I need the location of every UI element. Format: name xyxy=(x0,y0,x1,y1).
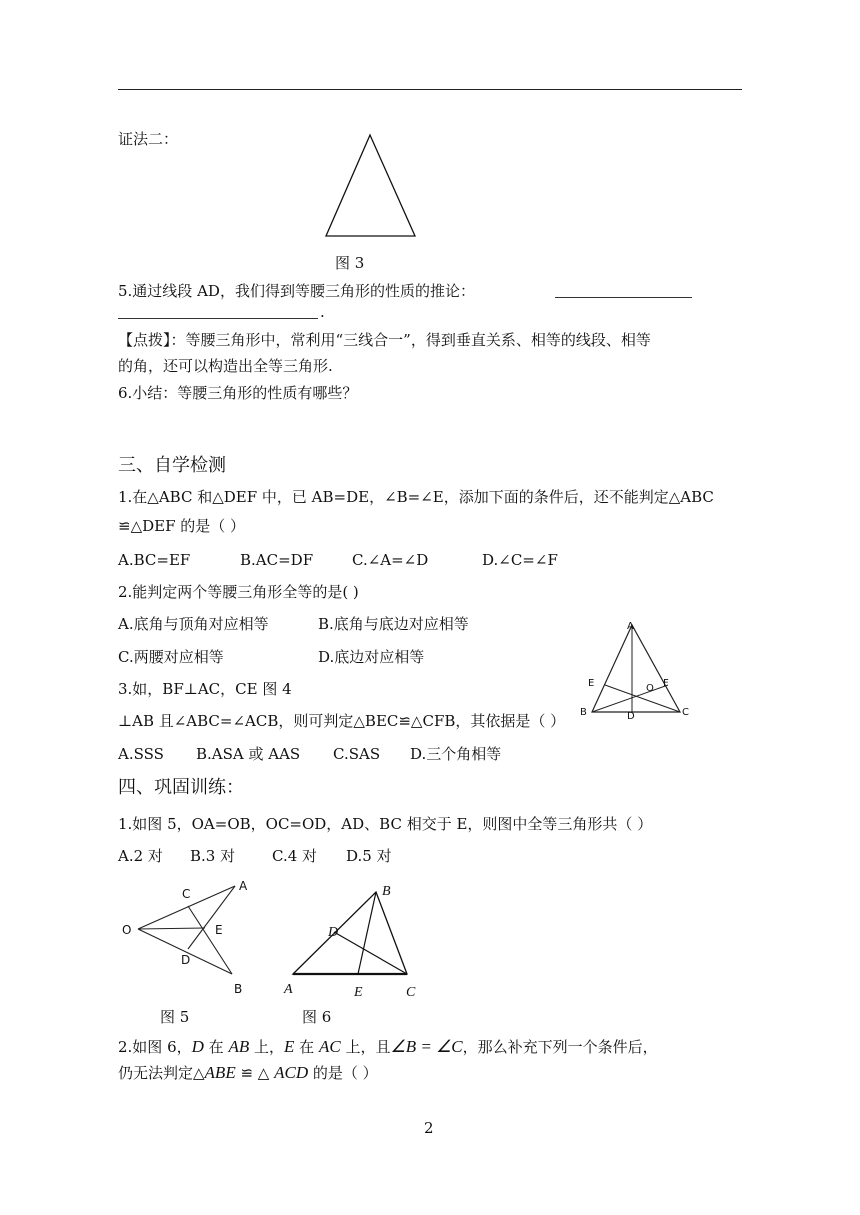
s3-q3-line1: 3.如，BF⊥AC，CE 图 4 xyxy=(118,680,292,698)
tip-line1: 【点拨】：等腰三角形中，常利用“三线合一”，得到垂直关系、相等的线段、相等 xyxy=(118,331,651,349)
fig6-label-d: D xyxy=(328,925,339,940)
s4-q1-option-b: B.3 对 xyxy=(190,847,236,865)
question-5-line1: 5.通过线段 AD，我们得到等腰三角形的性质的推论： xyxy=(118,282,475,300)
s3-q1-line1: 1.在△ABC 和△DEF 中，已 AB=DE，∠B=∠E，添加下面的条件后，还不能判定△ABC xyxy=(118,488,714,506)
fig4-label-o: O xyxy=(646,683,654,694)
s4-q1-option-a: A.2 对 xyxy=(118,847,163,865)
figure-3-triangle xyxy=(320,130,420,242)
s3-q2-option-d: D.底边对应相等 xyxy=(318,648,425,666)
proof-method-two-label: 证法二： xyxy=(118,130,179,148)
s4-q2-line1: 2.如图 6，D 在 AB 上，E 在 AC 上，且∠B = ∠C，那么补充下列一个条件后， xyxy=(118,1037,658,1056)
fig4-label-a: A xyxy=(627,621,634,632)
answer-blank-2 xyxy=(118,318,318,319)
s3-q1-option-c: C.∠A=∠D xyxy=(352,551,429,569)
section-4-heading: 四、巩固训练： xyxy=(118,777,244,798)
s4-q1-stem: 1.如图 5，OA=OB，OC=OD，AD、BC 相交于 E，则图中全等三角形共（ ） xyxy=(118,815,653,833)
s3-q3-option-c: C.SAS xyxy=(333,745,381,763)
s3-q1-option-d: D.∠C=∠F xyxy=(482,551,558,569)
fig5-label-b: B xyxy=(234,982,243,996)
figure-5-caption: 图 5 xyxy=(160,1008,190,1026)
s3-q3-option-a: A.SSS xyxy=(118,745,164,763)
figure-6-diagram xyxy=(285,880,415,980)
s4-q2-line2: 仍无法判定△ABE ≌ △ ACD 的是（ ） xyxy=(118,1063,378,1082)
fig5-label-e: E xyxy=(215,923,223,937)
question-6: 6.小结：等腰三角形的性质有哪些？ xyxy=(118,384,358,402)
fig5-label-o: O xyxy=(122,923,132,937)
figure-6-caption: 图 6 xyxy=(302,1008,332,1026)
fig4-label-d: D xyxy=(627,711,635,722)
s4-q1-option-c: C.4 对 xyxy=(272,847,318,865)
s3-q2-stem: 2.能判定两个等腰三角形全等的是( ) xyxy=(118,583,359,601)
fig4-label-e: E xyxy=(588,678,595,689)
s3-q1-option-b: B.AC=DF xyxy=(240,551,314,569)
fig5-label-a: A xyxy=(239,879,248,893)
fig5-label-d: D xyxy=(181,953,191,967)
s3-q3-line2: ⊥AB 且∠ABC=∠ACB，则可判定△BEC≌△CFB，其依据是（ ） xyxy=(118,712,566,730)
header-rule xyxy=(118,89,742,90)
s3-q1-line2: ≌△DEF 的是（ ） xyxy=(118,517,246,535)
section-3-heading: 三、自学检测 xyxy=(118,455,226,476)
tip-line2: 的角，还可以构造出全等三角形. xyxy=(118,357,333,375)
fig6-label-b: B xyxy=(382,884,391,899)
s3-q2-option-b: B.底角与底边对应相等 xyxy=(318,615,469,633)
s3-q3-option-b: B.ASA 或 AAS xyxy=(196,745,301,763)
s3-q2-option-a: A.底角与顶角对应相等 xyxy=(118,615,269,633)
fig6-label-c: C xyxy=(406,985,416,1000)
fig4-label-f: F xyxy=(663,678,669,689)
s3-q3-option-d: D.三个角相等 xyxy=(410,745,502,763)
s4-q1-option-d: D.5 对 xyxy=(346,847,392,865)
answer-blank-1 xyxy=(555,297,692,298)
s3-q2-option-c: C.两腰对应相等 xyxy=(118,648,224,666)
fig6-label-e: E xyxy=(354,985,363,1000)
page-number: 2 xyxy=(424,1119,434,1137)
fig4-label-c: C xyxy=(682,707,689,718)
figure-3-caption: 图 3 xyxy=(335,254,365,272)
fig5-label-c: C xyxy=(182,887,191,901)
blank-period: . xyxy=(320,303,325,321)
s3-q1-option-a: A.BC=EF xyxy=(118,551,191,569)
fig4-label-b: B xyxy=(580,707,587,718)
fig6-label-a: A xyxy=(284,982,293,997)
